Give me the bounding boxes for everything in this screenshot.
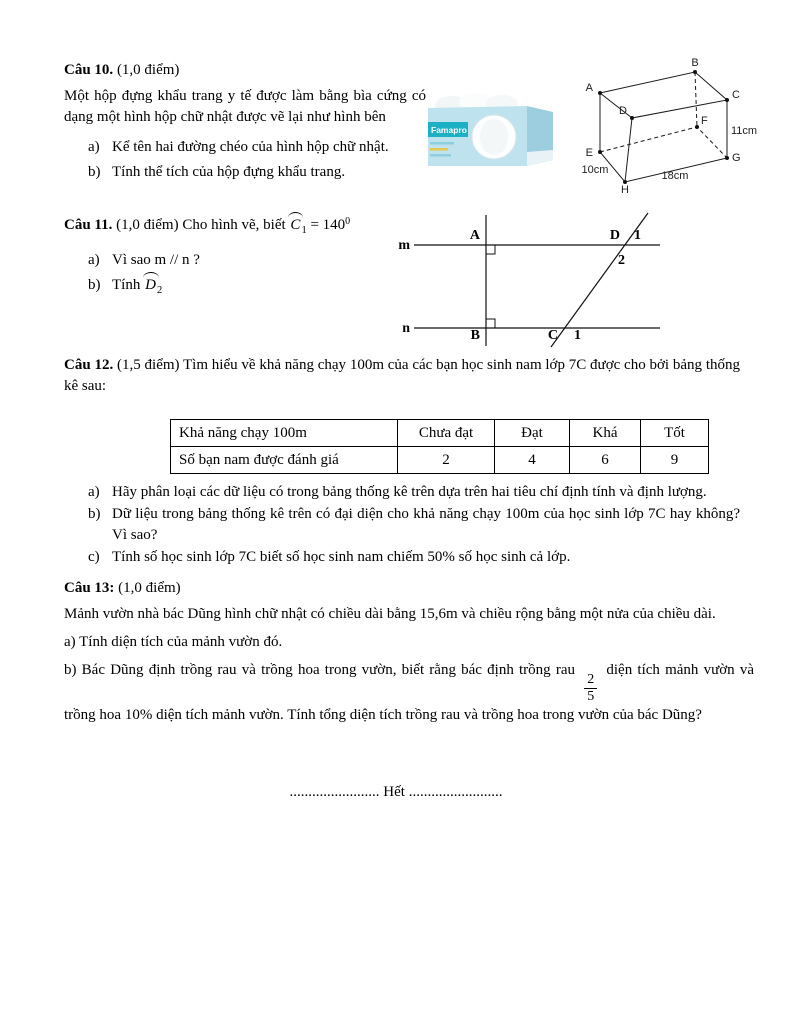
label-point-c: C [547, 328, 558, 343]
figure-lines [414, 213, 660, 347]
fraction-two-fifths [584, 672, 597, 705]
q11-intro: (1,0 điểm) Cho hình vẽ, biết [116, 217, 286, 233]
q11-items [64, 250, 409, 301]
fraction-denominator: 5 [584, 688, 597, 705]
fraction-numerator: 2 [587, 672, 595, 687]
angle-d-subscript: 2 [156, 285, 163, 296]
dim-length: 18cm [661, 170, 689, 182]
item-marker: b) [88, 164, 101, 180]
q11-heading [64, 211, 409, 241]
item-text: Dữ liệu trong bảng thống kê trên có đại diện cho khả năng chạy 100m của học sinh lớp 7C hay không? Vì sao? [112, 506, 740, 543]
end-marker [0, 782, 792, 803]
vertex-label-f: F [701, 115, 708, 127]
q13-b-after-frac: diện tích mảnh vườn và [606, 662, 754, 678]
table-cell: 2 [398, 447, 495, 474]
end-dots-right: ......................... [408, 784, 503, 800]
item-text: Vì sao m // n ? [112, 252, 200, 268]
vertex-label-d: D [619, 105, 627, 117]
q12-heading [64, 355, 740, 397]
item-text [112, 275, 409, 301]
item-text: Kể tên hai đường chéo của hình hộp chữ nhật. [112, 139, 389, 155]
vertex-dots [598, 70, 729, 184]
item-marker: b) [88, 277, 101, 293]
end-dots-left: ........................ [289, 784, 380, 800]
label-line-n: n [402, 321, 410, 336]
right-angle-mark-b [486, 319, 495, 328]
q13-item-a: a) Tính diện tích của mảnh vườn đó. [64, 634, 283, 650]
label-point-a: A [469, 228, 480, 243]
list-item [64, 482, 740, 503]
label-point-d: D [609, 228, 620, 243]
item-marker: b) [88, 506, 101, 522]
q13-heading [64, 578, 754, 599]
q12-intro: (1,5 điểm) Tìm hiểu về khả năng chạy 100m của các bạn học sinh nam lớp 7C được cho bởi bảng thống kê sau: [64, 357, 740, 394]
q13-b-lead: b) Bác Dũng định trồng rau và trồng hoa trong vườn, biết rằng bác định trồng rau [64, 662, 576, 678]
statistics-table [170, 419, 709, 474]
label-point-b: B [470, 328, 480, 343]
q13-item-b [64, 660, 754, 726]
q13-intro: Mảnh vườn nhà bác Dũng hình chữ nhật có chiều dài bằng 15,6m và chiều rộng bằng một nửa của chiều dài. [64, 606, 716, 622]
table-cell: 6 [570, 447, 641, 474]
table-header-cell: Tốt [641, 420, 709, 447]
table-header-cell: Chưa đạt [398, 420, 495, 447]
vertex-label-c: C [732, 89, 740, 101]
right-angle-mark-a [486, 245, 495, 254]
item-marker: a) [88, 252, 100, 268]
angle-d2-expression [144, 277, 163, 296]
box-diagram [575, 55, 765, 195]
table-header-row [171, 420, 709, 447]
angle-c-value: = 140 [310, 217, 346, 233]
item-text: Hãy phân loại các dữ liệu có trong bảng thống kê trên dựa trên hai tiêu chí định tính và định lượng. [112, 484, 707, 500]
mask-box-image [424, 92, 556, 170]
dim-width: 10cm [581, 164, 609, 176]
q10-points: (1,0 điểm) [116, 62, 180, 78]
table-header-cell: Khả năng chạy 100m [171, 420, 398, 447]
table-cell: 9 [641, 447, 709, 474]
angle-c-degree: 0 [345, 216, 351, 227]
item-marker: a) [88, 139, 100, 155]
q13-label: Câu 13: [64, 580, 115, 596]
end-label: Hết [383, 784, 405, 800]
label-line [430, 148, 448, 151]
table-header-cell: Đạt [495, 420, 570, 447]
angle-c-letter: C [289, 215, 301, 236]
q10-label: Câu 10. [64, 62, 114, 78]
q12-label: Câu 12. [64, 357, 114, 373]
label-angle-d1: 1 [634, 228, 641, 243]
dim-height: 11cm [731, 125, 758, 137]
table-header-cell: Khá [570, 420, 641, 447]
q12-items [64, 482, 740, 568]
item-text: Tính thể tích của hộp đựng khẩu trang. [112, 164, 346, 180]
q10-intro: Một hộp đựng khẩu trang y tế được làm bằng bìa cứng có dạng một hình hộp chữ nhật được vẽ lại như hình bên [64, 88, 426, 125]
list-item [64, 275, 409, 301]
angle-c1-expression [289, 216, 351, 236]
vertex-label-e: E [585, 147, 593, 159]
list-item [64, 547, 740, 568]
table-row [171, 447, 709, 474]
item-text: Tính số học sinh lớp 7C biết số học sinh nam chiếm 50% số học sinh cả lớp. [112, 549, 571, 565]
vertex-label-g: G [732, 152, 741, 164]
angle-d-letter: D [144, 275, 157, 296]
brand-text: Famapro [431, 125, 467, 135]
label-line-m: m [398, 238, 410, 253]
table-cell: 4 [495, 447, 570, 474]
list-item [64, 250, 409, 271]
label-line [430, 154, 451, 157]
box-side-strip [527, 150, 553, 166]
q13-points: (1,0 điểm) [118, 580, 181, 596]
mask-circle-inner [480, 119, 508, 155]
box-edges [600, 72, 727, 182]
question-13 [64, 578, 754, 726]
vertex-label-h: H [621, 184, 629, 195]
label-angle-d2: 2 [618, 253, 625, 268]
question-12 [64, 355, 740, 569]
item-marker: c) [88, 549, 100, 565]
item-marker: a) [88, 484, 100, 500]
q11-b-verb: Tính [112, 277, 141, 293]
label-angle-c1: 1 [574, 328, 581, 343]
vertex-label-a: A [585, 82, 593, 94]
parallel-lines-figure [398, 206, 668, 354]
label-line [430, 142, 454, 145]
question-11 [64, 211, 409, 305]
q11-label: Câu 11. [64, 217, 113, 233]
vertex-label-b: B [691, 57, 699, 69]
table-cell: Số bạn nam được đánh giá [171, 447, 398, 474]
angle-c-subscript: 1 [301, 225, 307, 236]
list-item [64, 504, 740, 546]
q13-b-continuation: trồng hoa 10% diện tích mảnh vườn. Tính tổng diện tích trồng rau và trồng hoa trong vườn của bác Dũng? [64, 707, 702, 724]
